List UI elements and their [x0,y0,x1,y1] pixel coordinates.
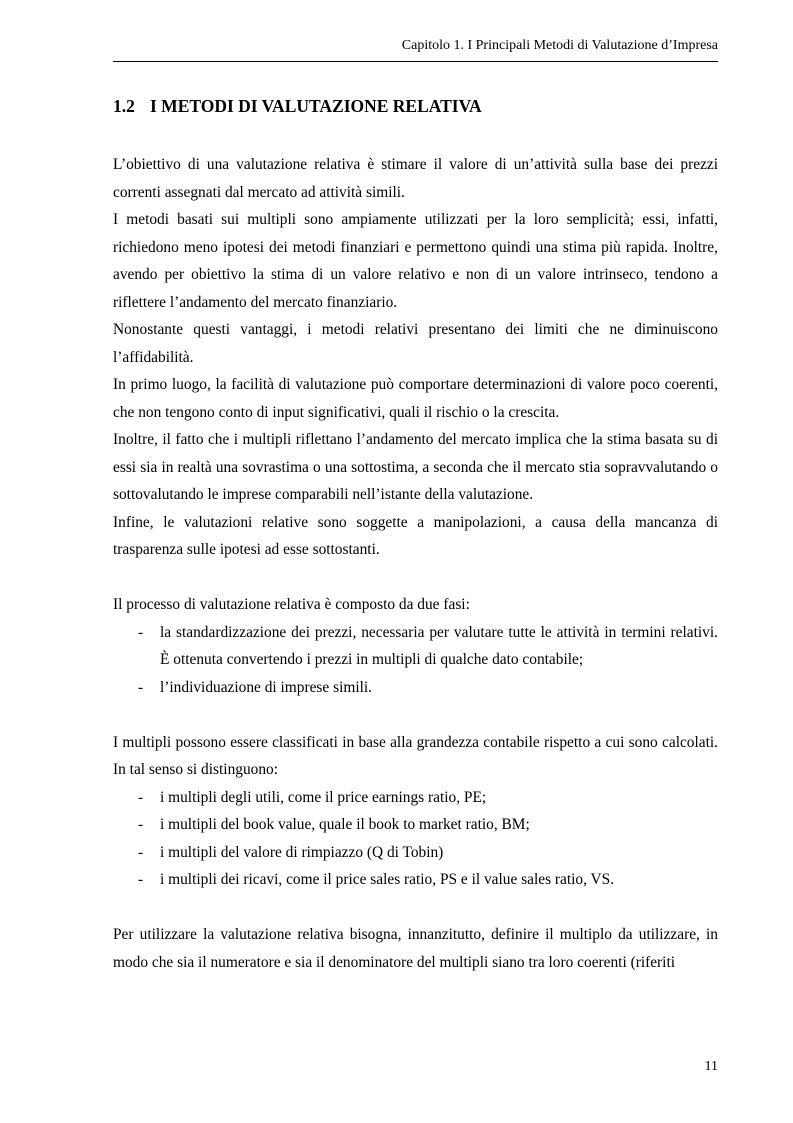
section-heading [113,96,482,117]
running-header: Capitolo 1. I Principali Metodi di Valutazione d’Impresa [401,38,718,53]
list-item-text: i multipli del book value, quale il book to market ratio, BM; [160,816,530,833]
paragraph: L’obiettivo di una valutazione relativa è stimare il valore di un’attività sulla base dei prezzi correnti assegnati dal mercato ad attività simili. [113,156,718,201]
process-list [113,619,718,702]
section-number: 1.2 [113,96,135,116]
list-item-text: i multipli dei ricavi, come il price sales ratio, PS e il value sales ratio, VS. [160,871,615,888]
process-lead: Il processo di valutazione relativa è composto da due fasi: [113,596,470,613]
bullet-dash: - [138,678,144,696]
bullet-dash: - [138,843,144,861]
list-item [113,619,718,674]
list-item-text: la standardizzazione dei prezzi, necessaria per valutare tutte le attività in termini relativi. È ottenuta convertendo i prezzi in multipli di qualche dato contabile; [160,623,718,668]
paragraph: I metodi basati sui multipli sono ampiamente utilizzati per la loro semplicità; essi, infatti, richiedono meno ipotesi dei metodi finanziari e permettono quindi una stima più rapida. Inoltre, avendo per obiettivo la stima di un valore relativo e non di un valore intrinseco, tendono a riflettere l’andamento del mercato finanziario. [113,211,718,311]
section-title: I METODI DI VALUTAZIONE RELATIVA [150,96,482,116]
bullet-dash: - [138,788,144,806]
list-item [113,839,718,867]
list-item-text: i multipli degli utili, come il price earnings ratio, PE; [160,788,487,806]
list-item [113,811,718,839]
paragraph: Nonostante questi vantaggi, i metodi relativi presentano dei limiti che ne diminuiscono l’affidabilità. [113,321,718,366]
list-item [113,866,718,894]
paragraph-gap [113,564,718,592]
paragraph: Inoltre, il fatto che i multipli riflettano l’andamento del mercato implica che la stima basata su di essi sia in realtà una sovrastima o una sottostima, a seconda che il mercato stia sopravvalutando o sottovalutando le imprese comparabili nell’istante della valutazione. [113,431,718,503]
closing-paragraph: Per utilizzare la valutazione relativa bisogna, innanzitutto, definire il multiplo da utilizzare, in modo che sia il numeratore e sia il denominatore del multipli siano tra loro coerenti (riferiti [113,926,718,971]
page-number: 11 [704,1059,718,1074]
classification-list [113,784,718,894]
list-item-text: i multipli del valore di rimpiazzo (Q di Tobin) [160,843,444,861]
bullet-dash: - [138,623,144,641]
list-item-text: l’individuazione di imprese simili. [160,678,373,696]
paragraph: Infine, le valutazioni relative sono soggette a manipolazioni, a causa della mancanza di trasparenza sulle ipotesi ad esse sottostanti. [113,513,718,558]
paragraph-gap [113,701,718,729]
bullet-dash: - [138,871,144,888]
list-item [113,674,718,702]
body-text [113,151,718,976]
header-rule [113,61,718,62]
classification-lead: I multipli possono essere classificati in base alla grandezza contabile rispetto a cui sono calcolati. In tal senso si distinguono: [113,733,718,778]
list-item [113,784,718,812]
paragraph-gap [113,894,718,922]
paragraph: In primo luogo, la facilità di valutazione può comportare determinazioni di valore poco coerenti, che non tengono conto di input significativi, quali il rischio o la crescita. [113,376,718,421]
bullet-dash: - [138,816,144,833]
